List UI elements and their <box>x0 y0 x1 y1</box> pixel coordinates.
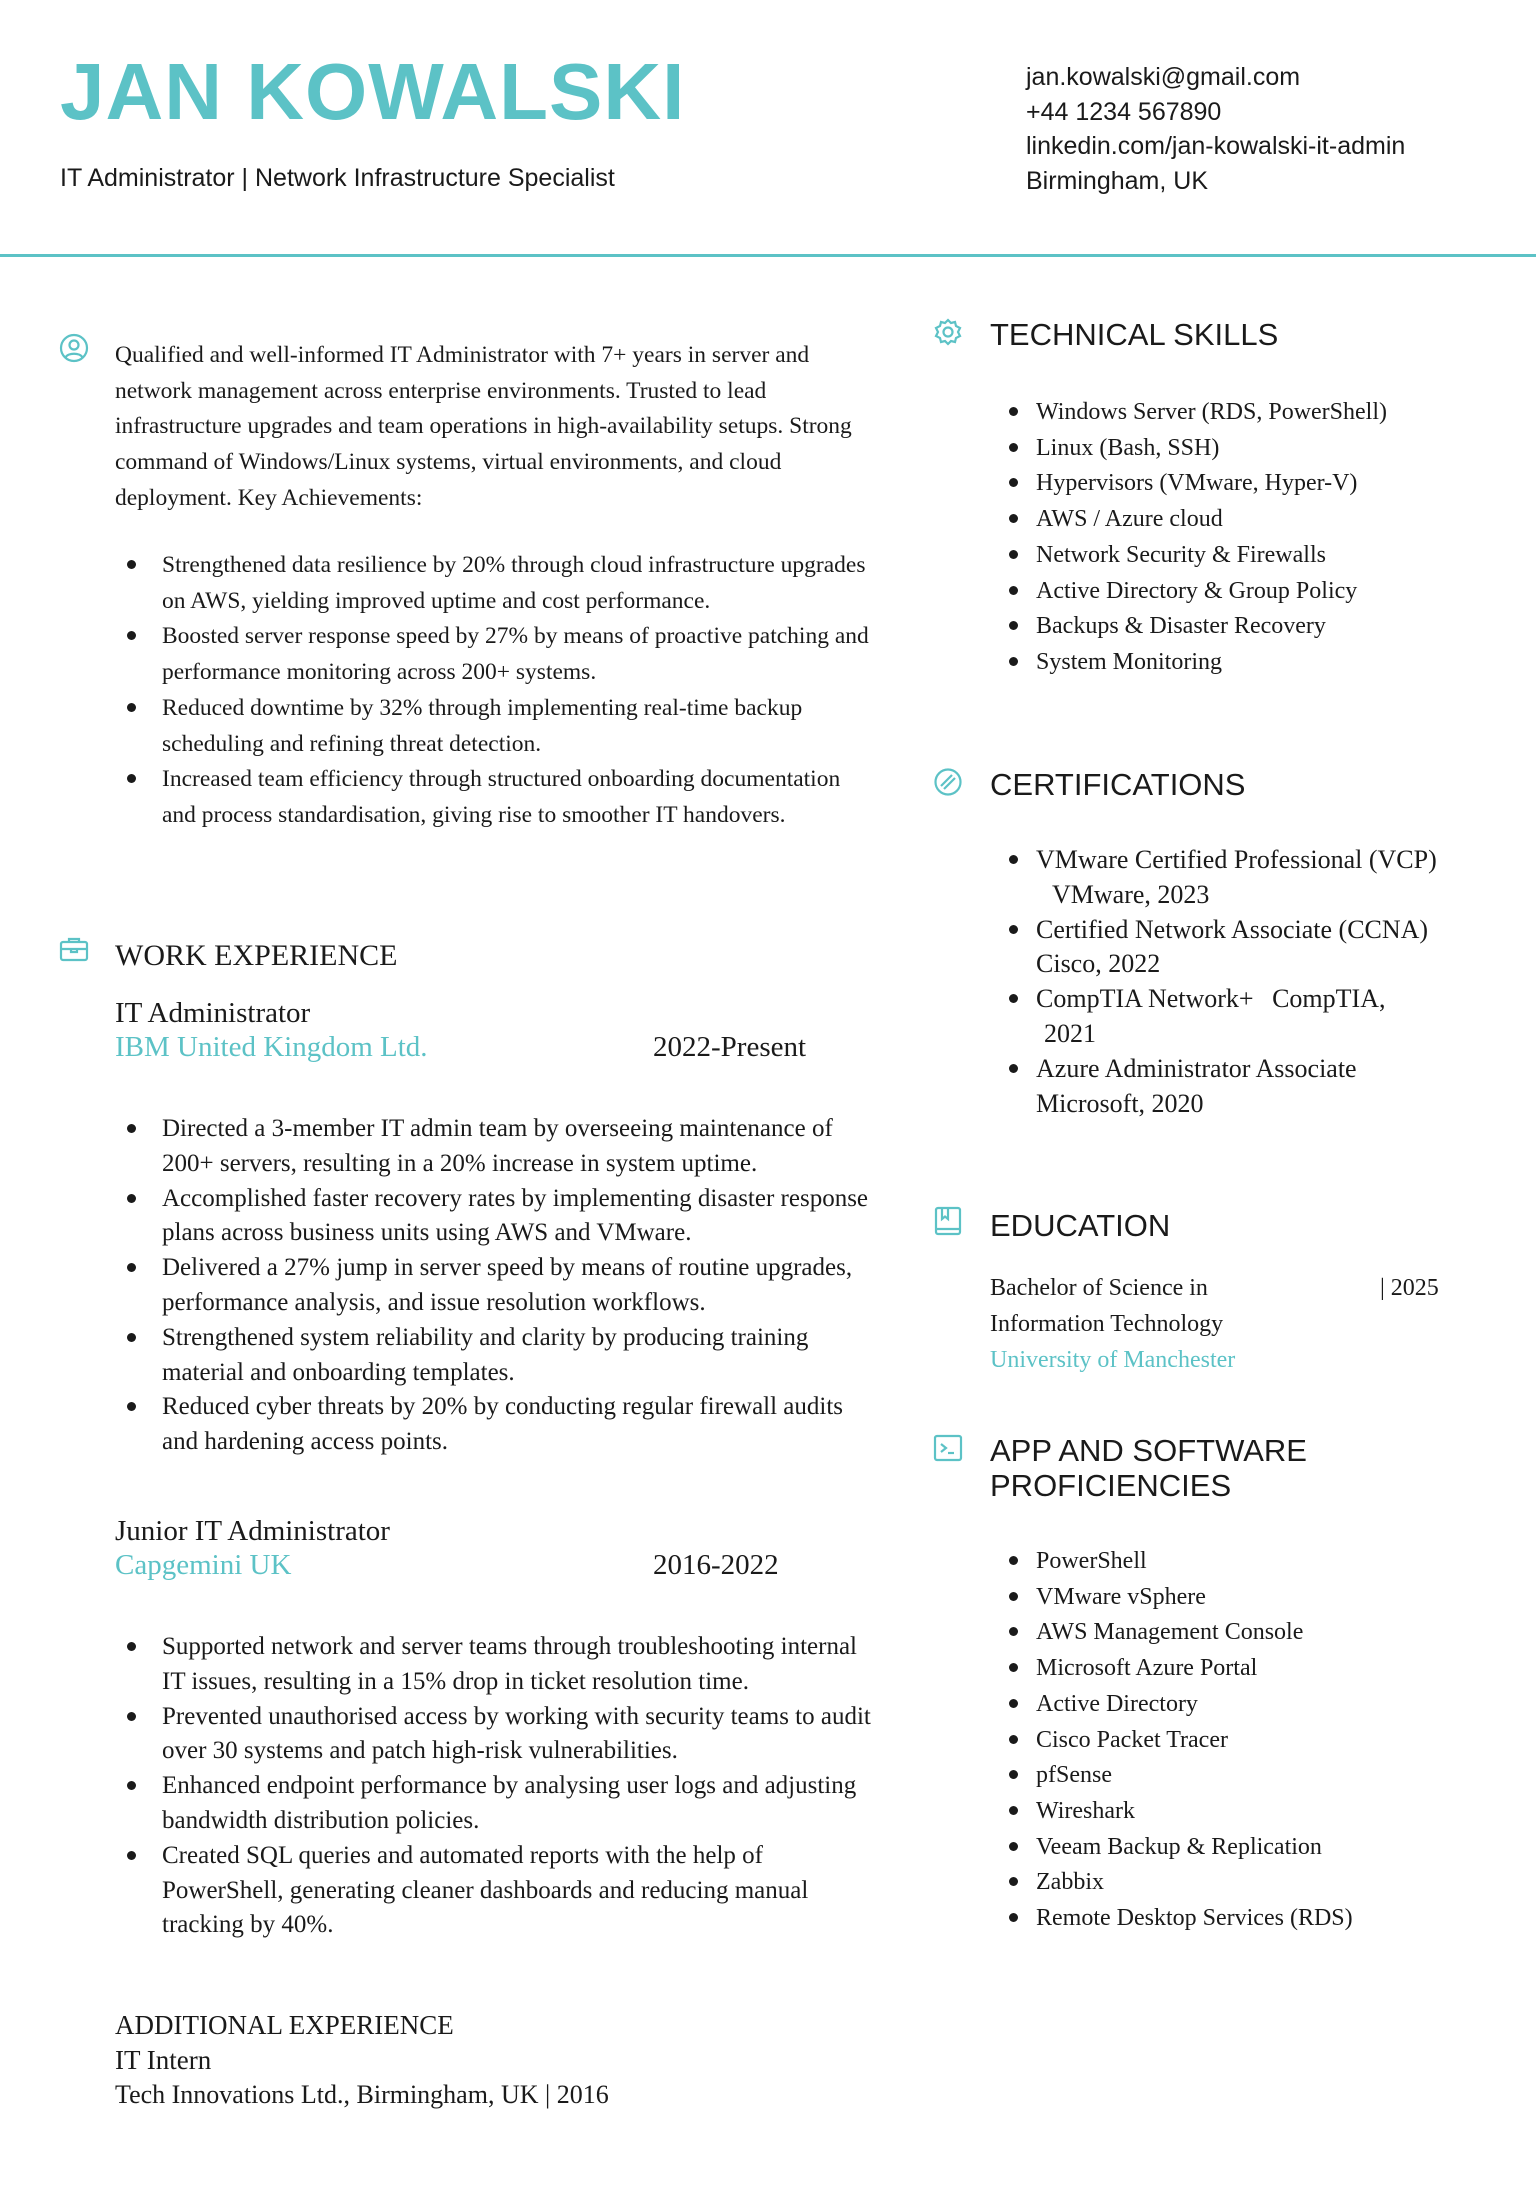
certifications-heading: CERTIFICATIONS <box>990 767 1246 802</box>
job-bullets <box>115 1630 877 1943</box>
technical-skills-heading: TECHNICAL SKILLS <box>990 317 1279 352</box>
list-item: Accomplished faster recovery rates by implementing disaster response plans across business units using AWS and VMware. <box>115 1182 877 1252</box>
education-school: University of Manchester <box>990 1347 1236 1373</box>
job-dates: 2022-Present <box>653 1031 807 1063</box>
contact-block <box>1026 60 1405 198</box>
list-item: Cisco Packet Tracer <box>1036 1723 1516 1759</box>
profile-icon <box>58 332 90 364</box>
list-item: Boosted server response speed by 27% by means of proactive patching and performance monitoring across 200+ systems. <box>115 619 877 690</box>
job-dates: 2016-2022 <box>653 1549 779 1581</box>
list-item: pfSense <box>1036 1758 1516 1794</box>
certification-detail: Cisco, 2022 <box>1036 949 1161 979</box>
achievements-list <box>115 548 877 834</box>
list-item: Strengthened system reliability and clarity by producing training material and onboarding templates. <box>115 1321 877 1391</box>
list-item <box>1036 982 1506 1052</box>
contact-email[interactable]: jan.kowalski@gmail.com <box>1026 63 1301 91</box>
list-item: Delivered a 27% jump in server speed by means of routine upgrades, performance analysis, and issue resolution workflows. <box>115 1251 877 1321</box>
certification-detail: Microsoft, 2020 <box>1036 1088 1204 1118</box>
list-item: Windows Server (RDS, PowerShell) <box>1036 395 1516 431</box>
additional-role: IT Intern <box>115 2045 212 2075</box>
job-title: Junior IT Administrator <box>115 1515 390 1547</box>
software-heading-line1: APP AND SOFTWARE <box>990 1433 1307 1468</box>
job-company: IBM United Kingdom Ltd. <box>115 1031 428 1063</box>
education-year: | 2025 <box>1380 1275 1439 1301</box>
certifications-list <box>1036 843 1506 1121</box>
list-item: Enhanced endpoint performance by analysing user logs and adjusting bandwidth distribution policies. <box>115 1769 877 1839</box>
list-item: Strengthened data resilience by 20% through cloud infrastructure upgrades on AWS, yielding improved uptime and cost performance. <box>115 548 877 619</box>
terminal-icon <box>932 1432 964 1464</box>
list-item: Wireshark <box>1036 1794 1516 1830</box>
badge-icon <box>932 766 964 798</box>
list-item: PowerShell <box>1036 1544 1516 1580</box>
list-item: Reduced cyber threats by 20% by conducting regular firewall audits and hardening access points. <box>115 1390 877 1460</box>
summary-text: Qualified and well-informed IT Administrator with 7+ years in server and network management across enterprise environments. Trusted to lead infrastructure upgrades and team operations in high-availability setups. Strong command of Windows/Linux systems, virtual environments, and cloud deployment. Key Achievements: <box>115 342 852 511</box>
briefcase-icon <box>58 934 90 966</box>
work-experience-heading: WORK EXPERIENCE <box>115 939 398 972</box>
candidate-subtitle: IT Administrator | Network Infrastructure Specialist <box>60 164 615 192</box>
contact-linkedin[interactable]: linkedin.com/jan-kowalski-it-admin <box>1026 132 1406 160</box>
certification-year: 2021 <box>1044 1018 1096 1048</box>
additional-experience-heading: ADDITIONAL EXPERIENCE <box>115 2010 454 2040</box>
software-heading <box>990 1433 1307 1503</box>
list-item: Zabbix <box>1036 1865 1516 1901</box>
book-icon <box>932 1205 964 1237</box>
list-item: Supported network and server teams through troubleshooting internal IT issues, resulting in a 15% drop in ticket resolution time. <box>115 1630 877 1700</box>
certification-name: VMware Certified Professional (VCP) <box>1036 845 1437 874</box>
list-item: Linux (Bash, SSH) <box>1036 431 1516 467</box>
additional-detail: Tech Innovations Ltd., Birmingham, UK | 2016 <box>115 2080 609 2109</box>
job-title: IT Administrator <box>115 997 311 1029</box>
contact-phone[interactable]: +44 1234 567890 <box>1026 97 1222 126</box>
list-item: Microsoft Azure Portal <box>1036 1651 1516 1687</box>
list-item: Backups & Disaster Recovery <box>1036 609 1516 645</box>
candidate-name: JAN KOWALSKI <box>60 47 686 136</box>
list-item: Hypervisors (VMware, Hyper-V) <box>1036 466 1516 502</box>
job-bullets <box>115 1112 877 1460</box>
list-item: Remote Desktop Services (RDS) <box>1036 1901 1516 1937</box>
certification-name: Azure Administrator Associate <box>1036 1053 1357 1083</box>
list-item: Active Directory <box>1036 1687 1516 1723</box>
list-item <box>1036 843 1506 913</box>
list-item: AWS Management Console <box>1036 1615 1516 1651</box>
list-item: VMware vSphere <box>1036 1580 1516 1616</box>
header-divider <box>0 254 1536 257</box>
technical-skills-list <box>1036 395 1516 681</box>
contact-location: Birmingham, UK <box>1026 166 1208 195</box>
list-item: Directed a 3-member IT admin team by overseeing maintenance of 200+ servers, resulting in a 20% increase in system uptime. <box>115 1112 877 1182</box>
certification-detail: VMware, 2023 <box>1052 879 1210 909</box>
list-item: Increased team efficiency through structured onboarding documentation and process standardisation, giving rise to smoother IT handovers. <box>115 762 877 833</box>
list-item <box>1036 913 1506 983</box>
list-item: System Monitoring <box>1036 645 1516 681</box>
list-item: Network Security & Firewalls <box>1036 538 1516 574</box>
list-item: Created SQL queries and automated reports with the help of PowerShell, generating cleaner dashboards and reducing manual tracking by 40%. <box>115 1839 877 1943</box>
certification-name: CompTIA Network+ <box>1036 984 1254 1014</box>
education-heading: EDUCATION <box>990 1208 1171 1243</box>
certification-name: Certified Network Associate (CCNA) <box>1036 914 1429 944</box>
list-item: AWS / Azure cloud <box>1036 502 1516 538</box>
list-item: Veeam Backup & Replication <box>1036 1830 1516 1866</box>
list-item: Active Directory & Group Policy <box>1036 574 1516 610</box>
job-company: Capgemini UK <box>115 1549 292 1581</box>
software-heading-line2: PROFICIENCIES <box>990 1468 1232 1503</box>
degree-line2: Information Technology <box>990 1311 1224 1337</box>
list-item: Prevented unauthorised access by working with security teams to audit over 30 systems and patch high-risk vulnerabilities. <box>115 1700 877 1770</box>
software-list <box>1036 1544 1516 1937</box>
list-item <box>1036 1052 1506 1122</box>
certification-issuer: CompTIA, <box>1272 984 1386 1014</box>
gear-icon <box>932 317 964 349</box>
degree-line1: Bachelor of Science in <box>990 1275 1208 1301</box>
list-item: Reduced downtime by 32% through implementing real-time backup scheduling and refining threat detection. <box>115 691 877 762</box>
